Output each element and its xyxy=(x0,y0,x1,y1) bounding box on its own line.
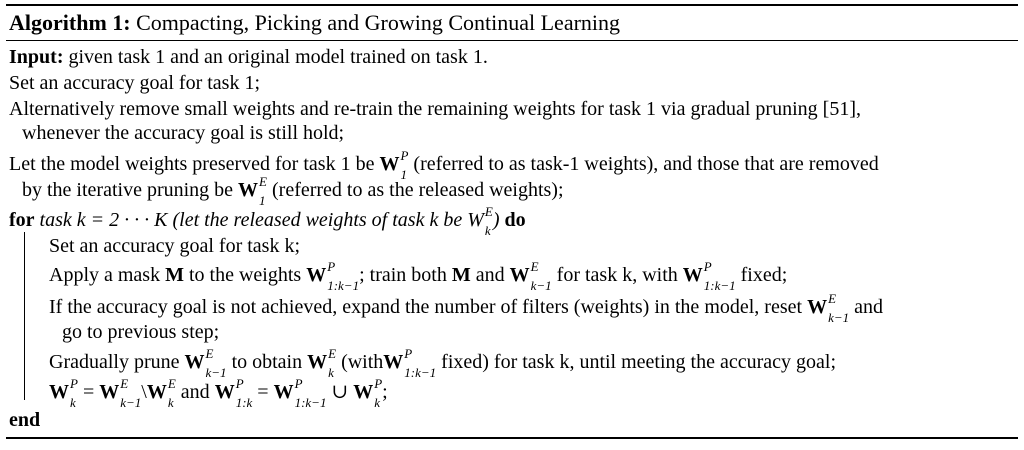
step-1: Set an accuracy goal for task 1; xyxy=(9,72,261,94)
end-keyword: end xyxy=(9,409,41,431)
body-4: Gradually prune W E k−1 to obtain W E k (withW P 1:k−1 fixed) for task k, until meeting the accuracy goal; xyxy=(49,346,837,381)
step-3-text-a: Let the model weights preserved for task 1 be xyxy=(9,153,375,175)
step-3-text-d: (referred to as the released weights); xyxy=(272,179,564,201)
loop-bar xyxy=(24,232,25,400)
end-line xyxy=(9,408,40,432)
body-2: Apply a mask M to the weights W P 1:k−1 ; train both M and W E k−1 for task k, with W P 1:k−1 fixed; xyxy=(49,259,788,294)
input-label: Input: xyxy=(9,46,64,68)
for-keyword: for xyxy=(9,209,35,231)
algorithm-title xyxy=(9,9,620,37)
w1e-symbol: W xyxy=(238,179,259,201)
for-line: for task k = 2 · · · K (let the released weights of task k be W E k ) do xyxy=(9,204,526,239)
input-line xyxy=(9,45,488,69)
input-text: given task 1 and an original model trained on task 1. xyxy=(68,46,488,68)
top-rule xyxy=(6,4,1018,6)
body-3-line-2: go to previous step; xyxy=(62,321,220,343)
w1p-symbol: W xyxy=(379,153,400,175)
for-condition: task k = 2 · · · K (let the released weights of task k be W xyxy=(39,209,484,231)
body-1: Set an accuracy goal for task k; xyxy=(49,235,301,257)
algorithm-name: Compacting, Picking and Growing Continual Learning xyxy=(136,10,621,35)
body-5: W P k = W E k−1 \W E k and W P 1:k = W P 1:k−1 ∪ W P k ; xyxy=(49,376,388,411)
step-3-line-1: Let the model weights preserved for task 1 be W P 1 (referred to as task-1 weights), and those that are removed xyxy=(9,148,879,183)
bottom-rule xyxy=(6,437,1018,439)
step-3-text-b: (referred to as task-1 weights), and those that are removed xyxy=(413,153,879,175)
title-rule xyxy=(6,40,1018,41)
body-3-line-1: If the accuracy goal is not achieved, expand the number of filters (weights) in the model, reset W E k−1 and xyxy=(49,291,883,326)
step-3-text-c: by the iterative pruning be xyxy=(22,179,234,201)
step-2-line-2: whenever the accuracy goal is still hold; xyxy=(22,122,345,144)
step-2-line-1: Alternatively remove small weights and re-train the remaining weights for task 1 via gradual pruning [51], xyxy=(9,98,861,120)
algorithm-label: Algorithm 1: xyxy=(9,10,131,35)
do-keyword: do xyxy=(504,209,526,231)
step-3-line-2: by the iterative pruning be W E 1 (referred to as the released weights); xyxy=(22,174,564,209)
